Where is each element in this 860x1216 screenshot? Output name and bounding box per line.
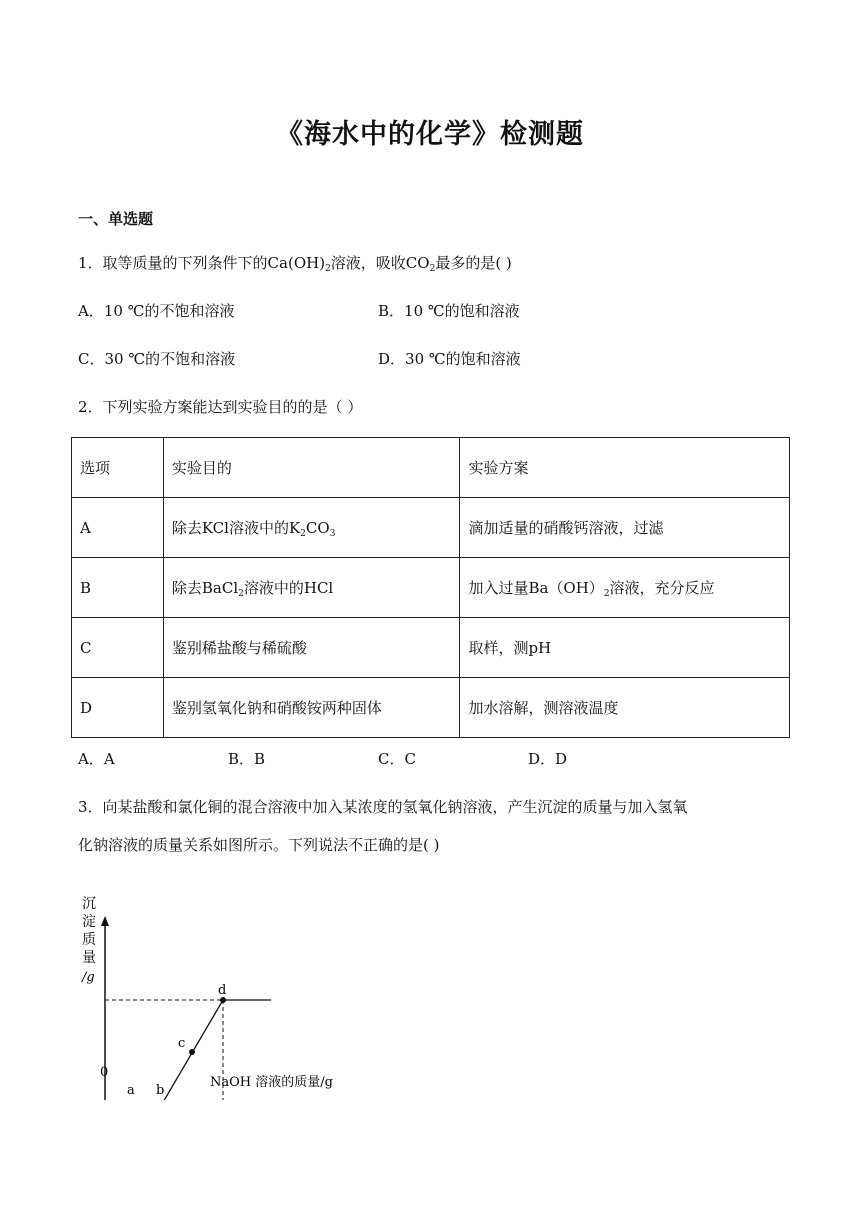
table-header-row	[72, 438, 790, 498]
y-label-char: 量	[82, 950, 96, 966]
cell-text: 除去KCl溶液中的K	[171, 518, 301, 537]
table-cell-plan: 加水溶解，测溶液温度	[460, 678, 790, 738]
q1-option-c: C．30 ℃的不饱和溶液	[78, 350, 236, 368]
cell-text: 加入过量Ba（OH）	[468, 578, 604, 597]
cell-text: 溶液中的HCl	[243, 578, 334, 597]
question-2-stem: 2．下列实验方案能达到实验目的的是（ ）	[78, 398, 363, 416]
point-label-d: d	[218, 983, 227, 998]
cell-sub: 2	[603, 588, 610, 599]
precipitate-chart	[76, 890, 366, 1100]
table-cell-option: B	[72, 558, 164, 618]
table-cell-goal: 鉴别氢氧化钠和硝酸铵两种固体	[163, 678, 460, 738]
q1-stem-part: 最多的是( )	[435, 254, 512, 272]
point-label-b: b	[156, 1083, 165, 1098]
table-cell-goal	[163, 498, 460, 558]
point-c	[189, 1049, 195, 1055]
q1-stem-sub: 2	[325, 264, 331, 274]
y-axis-label	[80, 896, 96, 985]
y-label-char: 沉	[82, 896, 96, 912]
table-header-cell: 选项	[72, 438, 164, 498]
table-cell-option: D	[72, 678, 164, 738]
page-title: 《海水中的化学》检测题	[276, 119, 584, 150]
q2-option-b: B．B	[228, 750, 266, 768]
x-axis-label: NaOH 溶液的质量/g	[210, 1075, 333, 1090]
q1-stem-part: 1．取等质量的下列条件下的Ca(OH)	[78, 254, 326, 272]
cell-text: 溶液，充分反应	[609, 578, 715, 597]
q1-option-d: D．30 ℃的饱和溶液	[378, 350, 521, 368]
cell-text: 除去BaCl	[171, 578, 239, 597]
cell-text: CO	[305, 518, 330, 537]
cell-sub: 2	[238, 588, 244, 599]
y-label-char: /g	[82, 970, 95, 985]
section-heading: 一、单选题	[78, 210, 154, 228]
table-cell-goal	[163, 558, 460, 618]
y-label-char: 质	[82, 932, 96, 948]
y-axis-arrow	[101, 916, 109, 926]
table-row	[72, 498, 790, 558]
q2-option-c: C．C	[378, 750, 416, 768]
q1-option-a: A．10 ℃的不饱和溶液	[78, 302, 235, 320]
table-row	[72, 678, 790, 738]
q1-option-b: B．10 ℃的饱和溶液	[378, 302, 520, 320]
table-cell-option: C	[72, 618, 164, 678]
point-label-a: a	[127, 1083, 135, 1098]
q2-option-a: A．A	[78, 750, 115, 768]
q1-stem-sub: 2	[429, 264, 436, 274]
y-label-char: 淀	[82, 914, 96, 930]
cell-sub: 2	[300, 528, 306, 539]
experiment-table	[71, 437, 790, 738]
origin-label: 0	[100, 1065, 109, 1080]
table-cell-goal: 鉴别稀盐酸与稀硫酸	[163, 618, 460, 678]
point-label-c: c	[178, 1036, 186, 1051]
q1-stem-part: 溶液，吸收CO	[330, 254, 430, 272]
table-header-cell: 实验方案	[460, 438, 790, 498]
q2-option-d: D．D	[528, 750, 568, 768]
question-1-stem	[78, 252, 512, 274]
table-cell-plan	[460, 558, 790, 618]
question-3-stem-line2: 化钠溶液的质量关系如图所示。下列说法不正确的是( )	[78, 836, 440, 854]
table-row	[72, 558, 790, 618]
table-row	[72, 618, 790, 678]
table-cell-plan: 滴加适量的硝酸钙溶液，过滤	[460, 498, 790, 558]
table-header-cell: 实验目的	[163, 438, 460, 498]
table-cell-option: A	[72, 498, 164, 558]
table-cell-plan: 取样，测pH	[460, 618, 790, 678]
cell-sub: 3	[329, 528, 336, 539]
question-3-stem-line1: 3．向某盐酸和氯化铜的混合溶液中加入某浓度的氢氧化钠溶液，产生沉淀的质量与加入氢氧	[78, 798, 688, 816]
